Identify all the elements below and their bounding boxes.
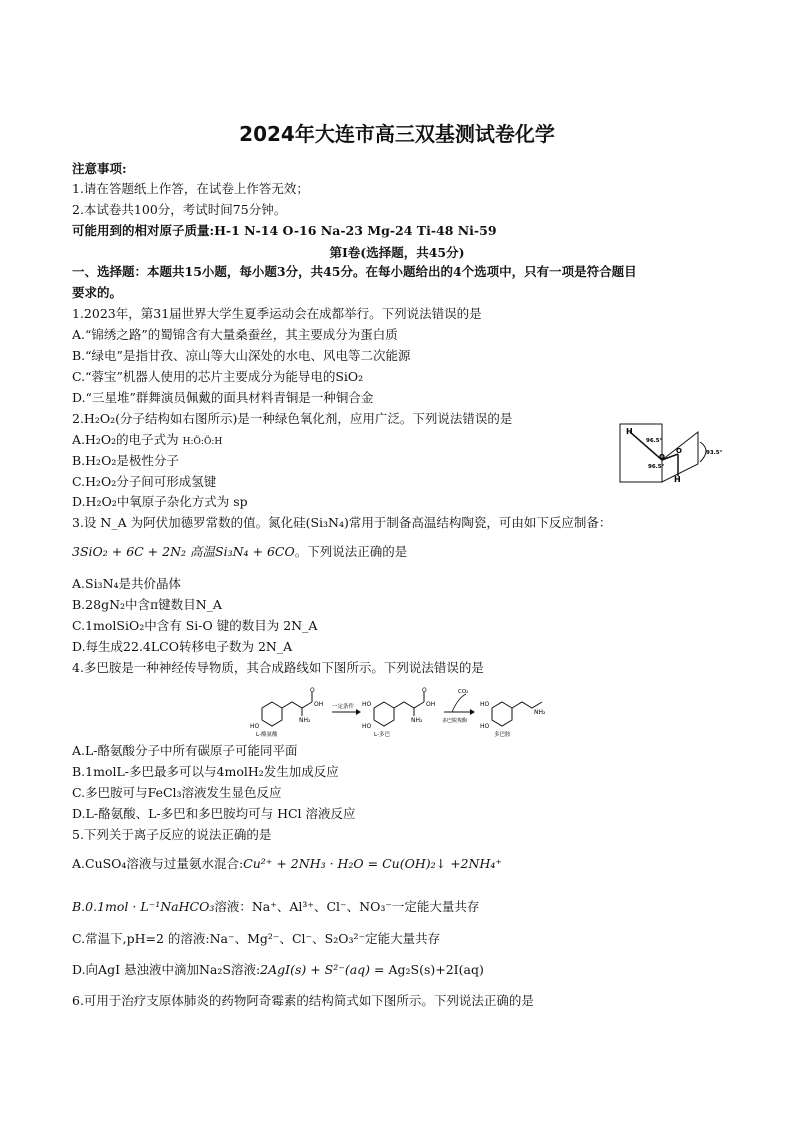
ring-3 bbox=[492, 702, 512, 726]
m1-oh: OH bbox=[314, 701, 324, 708]
m2-ho-top: HO bbox=[362, 701, 372, 708]
m2-o: O bbox=[422, 687, 427, 694]
label-l-dopa: L-多巴 bbox=[374, 732, 390, 738]
q4-option-d: D.L-酪氨酸、L-多巴和多巴胺均可与 HCl 溶液反应 bbox=[72, 806, 356, 821]
q3-equation-line bbox=[72, 544, 407, 560]
q3-stem: 3.设 N_A 为阿伏加德罗常数的值。氮化硅(Si₃N₄)常用于制备高温结构陶瓷，可由如下反应制备： bbox=[72, 515, 612, 530]
q5-option-b bbox=[72, 899, 479, 915]
m1-ho: HO bbox=[250, 723, 260, 730]
m2-ho-bottom: HO bbox=[362, 723, 372, 730]
m3-ho-bottom: HO bbox=[480, 723, 490, 730]
q5-b-equation: B.0.1mol · L⁻¹NaHCO₃ bbox=[72, 899, 215, 914]
q1-option-d: D.“三星堆”群舞演员佩戴的面具材料青铜是一种铜合金 bbox=[72, 390, 374, 405]
exam-title: 2024年大连市高三双基测试卷化学 bbox=[239, 122, 555, 146]
q5-option-a bbox=[72, 856, 502, 872]
q5-d-equation: 2AgI(s) + S²⁻(aq) = bbox=[260, 962, 389, 977]
m1-nh2: NH₂ bbox=[299, 717, 311, 724]
q4-stem: 4.多巴胺是一种神经传导物质，其合成路线如下图所示。下列说法错误的是 bbox=[72, 660, 484, 675]
q2-electron-formula: H:Ö:Ö:H bbox=[182, 437, 223, 447]
q1-option-b: B.“绿电”是指甘孜、凉山等大山深处的水电、风电等二次能源 bbox=[72, 348, 411, 363]
bond-h-o bbox=[630, 432, 662, 460]
arrow-1-head bbox=[356, 709, 361, 715]
co2-curve bbox=[452, 694, 466, 712]
q2-option-d: D.H₂O₂中氧原子杂化方式为 sp bbox=[72, 494, 248, 509]
notice-line-1: 1.请在答题纸上作答，在试卷上作答无效； bbox=[72, 181, 309, 196]
q1-stem: 1.2023年，第31届世界大学生夏季运动会在成都举行。下列说法错误的是 bbox=[72, 306, 482, 321]
chain-1 bbox=[282, 702, 312, 708]
o1-label: O bbox=[659, 453, 665, 461]
m2-oh: OH bbox=[426, 701, 436, 708]
q4-option-a: A.L-酪氨酸分子中所有碳原子可能同平面 bbox=[72, 743, 298, 758]
enzyme-label: 多巴脱羧酶 bbox=[442, 718, 468, 724]
o2-label: O bbox=[676, 447, 682, 455]
q5-option-c: C.常温下,pH=2 的溶液:Na⁻、Mg²⁻、Cl⁻、S₂O₃²⁻定能大量共存 bbox=[72, 931, 441, 946]
ring-1 bbox=[262, 702, 282, 726]
section1-line1: 一、选择题：本题共15小题，每小题3分，共45分。在每小题给出的4个选项中，只有一项是符合题目 bbox=[72, 264, 637, 279]
co2-label: CO₂ bbox=[458, 689, 469, 695]
angle1-label: 96.5° bbox=[646, 438, 663, 444]
h2o2-structure-figure bbox=[612, 420, 724, 486]
ring-2 bbox=[374, 702, 394, 726]
atomic-masses: 可能用到的相对原子质量:H-1 N-14 O-16 Na-23 Mg-24 Ti-48 Ni-59 bbox=[72, 223, 497, 238]
q2-option-b: B.H₂O₂是极性分子 bbox=[72, 453, 179, 468]
q1-option-a: A.“锦绣之路”的蜀锦含有大量桑蚕丝，其主要成分为蛋白质 bbox=[72, 327, 398, 342]
angle3-label: 93.5° bbox=[706, 450, 723, 456]
section1-line2: 要求的。 bbox=[72, 285, 123, 300]
q5-stem: 5.下列关于离子反应的说法正确的是 bbox=[72, 827, 272, 842]
h-bottom-label: H bbox=[674, 475, 681, 484]
m2-nh2: NH₂ bbox=[411, 717, 423, 724]
q2-option-c: C.H₂O₂分子间可形成氢键 bbox=[72, 474, 217, 489]
m3-nh2: NH₂ bbox=[534, 709, 546, 716]
q5-d-tail: Ag₂S(s)+2I(aq) bbox=[388, 962, 484, 977]
m1-o: O bbox=[310, 687, 315, 694]
q3-option-c: C.1molSiO₂中含有 Si-O 键的数目为 2N_A bbox=[72, 618, 318, 633]
dopamine-synthesis-scheme bbox=[244, 684, 554, 738]
label-l-tyrosine: L-酪氨酸 bbox=[256, 732, 278, 738]
cond-1: 一定条件 bbox=[332, 704, 355, 710]
q5-a-text: A.CuSO₄溶液与过量氨水混合: bbox=[72, 856, 244, 871]
h-top-label: H bbox=[626, 427, 633, 436]
q4-option-c: C.多巴胺可与FeCl₃溶液发生显色反应 bbox=[72, 785, 282, 800]
q3-equation: 3SiO₂ + 6C + 2N₂ 高温Si₃N₄ + 6CO bbox=[72, 544, 295, 559]
q5-d-text: D.向AgI 悬浊液中滴加Na₂S溶液: bbox=[72, 962, 261, 977]
q5-b-text: 溶液：Na⁺、Al³⁺、Cl⁻、NO₃⁻一定能大量共存 bbox=[214, 899, 480, 914]
q3-option-a: A.Si₃N₄是共价晶体 bbox=[72, 576, 182, 591]
q3-option-b: B.28gN₂中含π键数目N_A bbox=[72, 597, 222, 612]
q3-option-d: D.每生成22.4LCO转移电子数为 2N_A bbox=[72, 639, 293, 654]
q2-option-a bbox=[72, 432, 222, 450]
q3-tail: 。下列说法正确的是 bbox=[294, 544, 408, 559]
chain-3 bbox=[512, 702, 542, 708]
q2-stem: 2.H₂O₂(分子结构如右图所示)是一种绿色氧化剂，应用广泛。下列说法错误的是 bbox=[72, 411, 513, 426]
m3-ho-top: HO bbox=[480, 701, 490, 708]
notice-line-2: 2.本试卷共100分，考试时间75分钟。 bbox=[72, 202, 287, 217]
arrow-2-head bbox=[470, 709, 475, 715]
notice-heading: 注意事项: bbox=[72, 161, 127, 176]
q6-stem: 6.可用于治疗支原体肺炎的药物阿奇霉素的结构简式如下图所示。下列说法正确的是 bbox=[72, 993, 534, 1008]
q4-option-b: B.1molL-多巴最多可以与4molH₂发生加成反应 bbox=[72, 764, 339, 779]
angle2-label: 96.5° bbox=[648, 464, 665, 470]
label-dopamine: 多巴胺 bbox=[494, 732, 511, 738]
q2-option-a-text: A.H₂O₂的电子式为 bbox=[72, 432, 179, 447]
q1-option-c: C.“蓉宝”机器人使用的芯片主要成分为能导电的SiO₂ bbox=[72, 369, 364, 384]
q5-a-equation: Cu²⁺ + 2NH₃ · H₂O = Cu(OH)₂↓ +2NH₄⁺ bbox=[243, 856, 502, 871]
part1-heading: 第Ⅰ卷(选择题，共45分) bbox=[329, 245, 465, 260]
q5-option-d bbox=[72, 962, 484, 978]
chain-2 bbox=[394, 702, 424, 708]
